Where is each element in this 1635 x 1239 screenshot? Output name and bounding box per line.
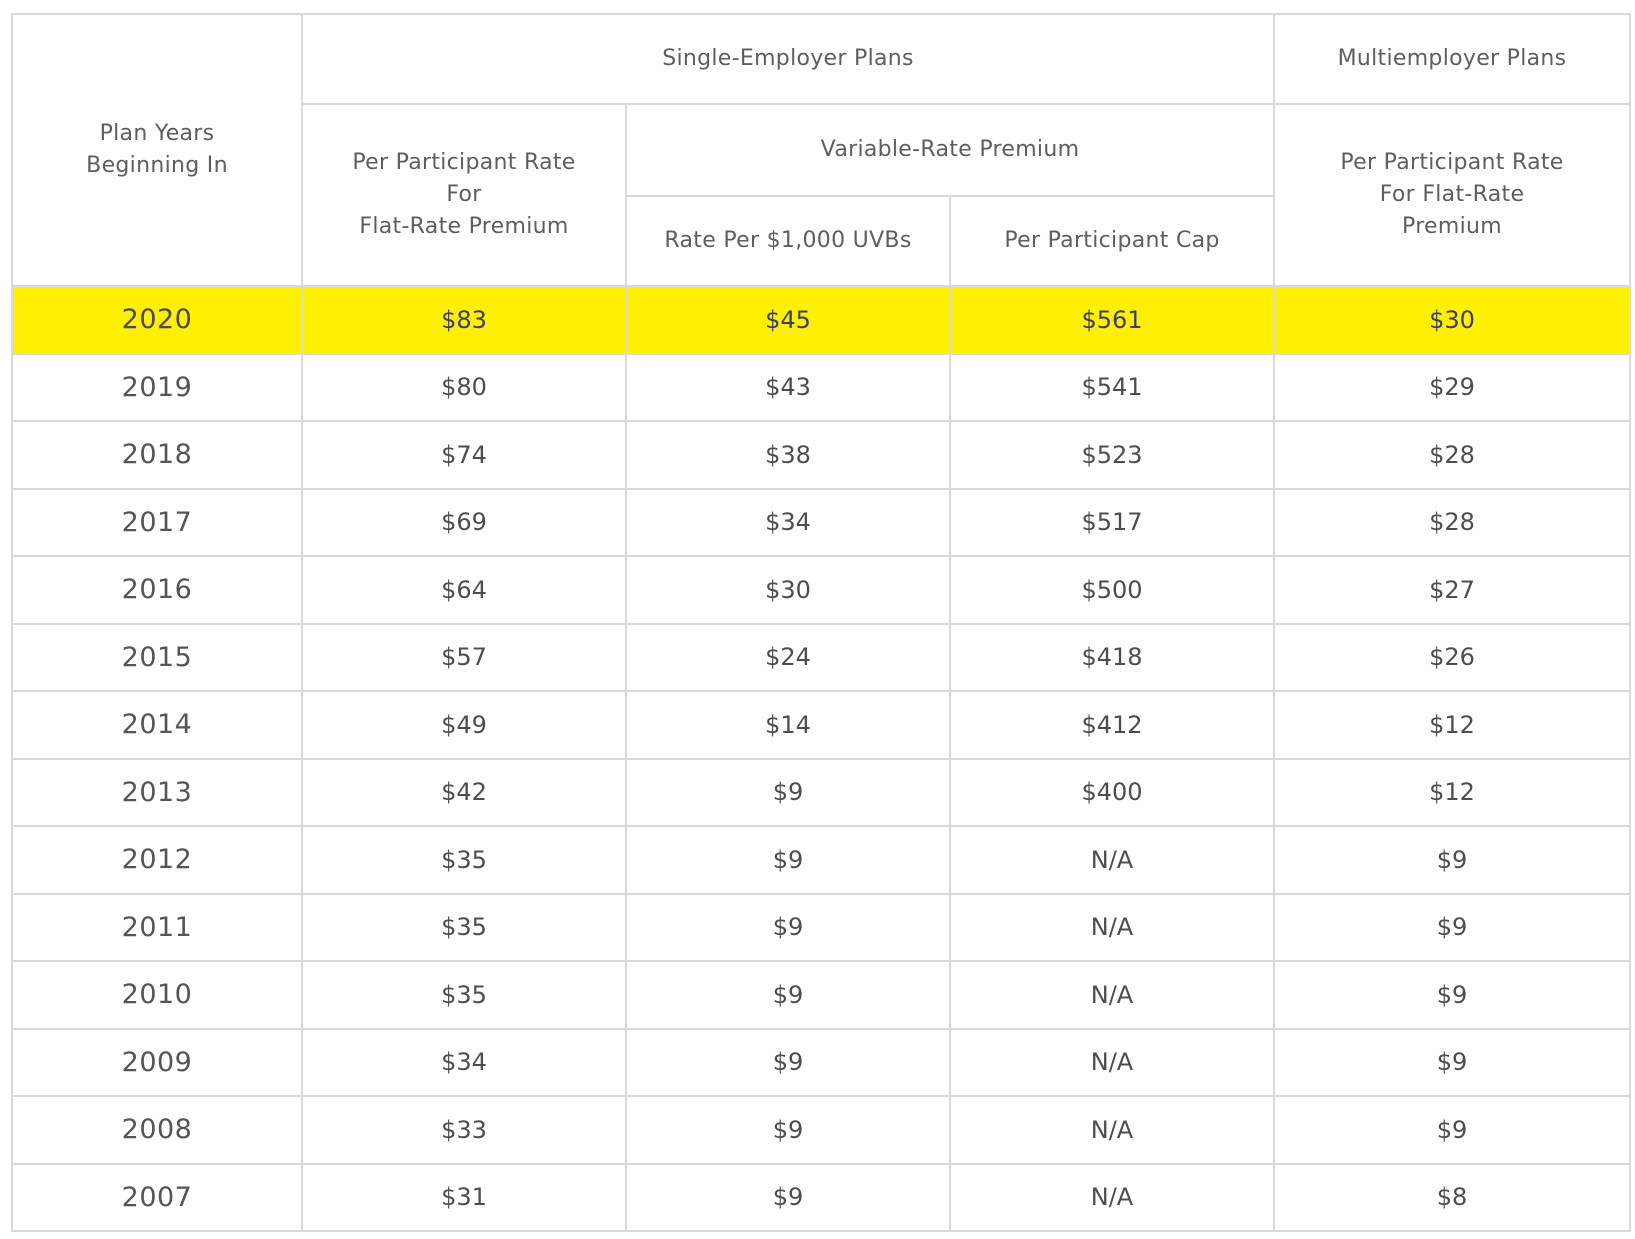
cell-vrp-rate: $9 [626,961,950,1029]
cell-year: 2007 [12,1164,302,1232]
table-row-highlighted [12,286,1630,354]
cell-multi-rate: $8 [1274,1164,1630,1232]
table-row [12,1029,1630,1097]
cell-multi-rate: $9 [1274,826,1630,894]
cell-year: 2015 [12,624,302,692]
cell-vrp-rate: $14 [626,691,950,759]
cell-flat-rate: $80 [302,354,626,422]
cell-multi-rate: $29 [1274,354,1630,422]
cell-vrp-rate: $9 [626,759,950,827]
cell-year: 2016 [12,556,302,624]
table-row [12,1164,1630,1232]
table-body [12,286,1630,1231]
cell-vrp-rate: $9 [626,1029,950,1097]
cell-multi-rate: $9 [1274,1096,1630,1164]
header-flat-rate-multi-line3: Premium [1402,214,1503,239]
cell-year: 2018 [12,421,302,489]
cell-year: 2008 [12,1096,302,1164]
cell-multi-rate: $9 [1274,1029,1630,1097]
cell-flat-rate: $49 [302,691,626,759]
cell-flat-rate: $64 [302,556,626,624]
table-row [12,624,1630,692]
table-row [12,961,1630,1029]
header-flat-rate-single-line1: Per Participant Rate [352,150,576,175]
header-multiemployer: Multiemployer Plans [1274,14,1630,104]
cell-year: 2019 [12,354,302,422]
table-row [12,421,1630,489]
table-row [12,556,1630,624]
cell-vrp-rate: $9 [626,826,950,894]
cell-vrp-rate: $9 [626,1164,950,1232]
header-flat-rate-multi-line1: Per Participant Rate [1340,150,1564,175]
cell-vrp-cap: N/A [950,826,1274,894]
table-row [12,1096,1630,1164]
header-plan-years [12,14,302,286]
header-plan-years-line1: Plan Years [99,121,215,146]
cell-year: 2012 [12,826,302,894]
header-flat-rate-multi [1274,104,1630,286]
cell-multi-rate: $12 [1274,759,1630,827]
header-flat-rate-single-line3: Flat-Rate Premium [359,214,569,239]
cell-vrp-rate: $34 [626,489,950,557]
cell-flat-rate: $35 [302,961,626,1029]
cell-flat-rate: $57 [302,624,626,692]
cell-vrp-cap: N/A [950,1164,1274,1232]
header-flat-rate-multi-line2: For Flat-Rate [1379,182,1525,207]
cell-year: 2009 [12,1029,302,1097]
cell-year: 2017 [12,489,302,557]
header-flat-rate-single-line2: For [446,182,482,207]
table-row [12,489,1630,557]
cell-vrp-cap: $412 [950,691,1274,759]
table-row [12,759,1630,827]
table-row [12,826,1630,894]
cell-flat-rate: $35 [302,894,626,962]
header-flat-rate-single [302,104,626,286]
cell-multi-rate: $9 [1274,894,1630,962]
cell-vrp-cap: N/A [950,1096,1274,1164]
cell-vrp-cap: N/A [950,894,1274,962]
cell-vrp-rate: $24 [626,624,950,692]
cell-flat-rate: $69 [302,489,626,557]
header-participant-cap: Per Participant Cap [950,196,1274,286]
cell-vrp-cap: $541 [950,354,1274,422]
cell-vrp-rate: $9 [626,894,950,962]
cell-vrp-cap: N/A [950,1029,1274,1097]
cell-vrp-rate: $45 [626,286,950,354]
cell-multi-rate: $28 [1274,421,1630,489]
cell-vrp-rate: $38 [626,421,950,489]
cell-flat-rate: $35 [302,826,626,894]
cell-vrp-cap: $400 [950,759,1274,827]
cell-vrp-cap: $561 [950,286,1274,354]
cell-multi-rate: $28 [1274,489,1630,557]
table-row [12,354,1630,422]
table-row [12,894,1630,962]
header-single-employer: Single-Employer Plans [302,14,1274,104]
table-row [12,691,1630,759]
cell-flat-rate: $42 [302,759,626,827]
cell-multi-rate: $30 [1274,286,1630,354]
cell-year: 2020 [12,286,302,354]
header-rate-per-uvb: Rate Per $1,000 UVBs [626,196,950,286]
cell-vrp-rate: $43 [626,354,950,422]
cell-year: 2011 [12,894,302,962]
cell-multi-rate: $27 [1274,556,1630,624]
cell-year: 2014 [12,691,302,759]
cell-multi-rate: $9 [1274,961,1630,1029]
cell-vrp-rate: $30 [626,556,950,624]
header-variable-rate: Variable-Rate Premium [626,104,1274,196]
cell-multi-rate: $26 [1274,624,1630,692]
cell-vrp-rate: $9 [626,1096,950,1164]
cell-vrp-cap: $523 [950,421,1274,489]
cell-vrp-cap: $418 [950,624,1274,692]
cell-year: 2013 [12,759,302,827]
cell-year: 2010 [12,961,302,1029]
cell-vrp-cap: N/A [950,961,1274,1029]
cell-multi-rate: $12 [1274,691,1630,759]
premium-rates-table [11,13,1631,1232]
cell-vrp-cap: $517 [950,489,1274,557]
cell-flat-rate: $31 [302,1164,626,1232]
cell-flat-rate: $33 [302,1096,626,1164]
cell-flat-rate: $83 [302,286,626,354]
cell-vrp-cap: $500 [950,556,1274,624]
header-plan-years-line2: Beginning In [86,153,228,178]
cell-flat-rate: $74 [302,421,626,489]
cell-flat-rate: $34 [302,1029,626,1097]
